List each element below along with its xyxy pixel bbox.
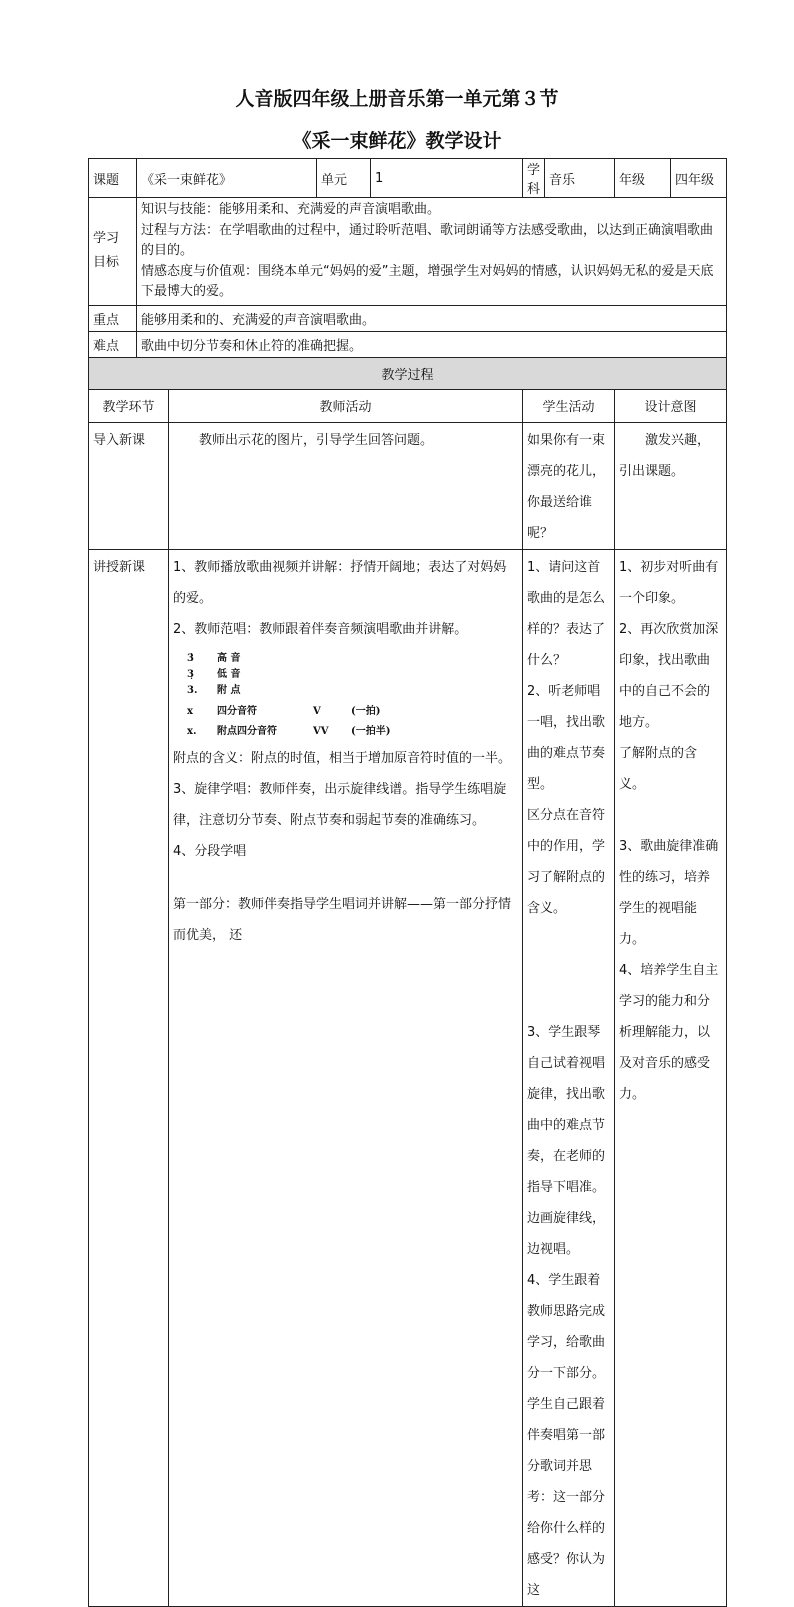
document-title: 人音版四年级上册音乐第一单元第３节 [235, 88, 559, 110]
difficulty-text: 歌曲中切分节奏和休止符的准确把握。 [137, 331, 727, 357]
column-header-stage: 教学环节 [89, 389, 169, 422]
teacher-step-3: 3、旋律学唱：教师伴奏，出示旋律线谱。指导学生练唱旋律，注意切分节奏、附点节奏和弱起节奏的准确练习。 [173, 781, 507, 828]
lesson-plan-table [88, 158, 727, 1607]
notation-legend [173, 645, 518, 743]
objective-knowledge: 知识与技能：能够用柔和、充满爱的声音演唱歌曲。 [141, 202, 441, 217]
intro-stage: 导入新课 [89, 422, 169, 549]
notation-symbol: 3̇ [187, 652, 194, 664]
grade-label: 年级 [615, 159, 671, 198]
process-section-row [89, 357, 727, 389]
difficulty-row [89, 331, 727, 357]
student-step-4: 4、学生跟着教师思路完成学习，给歌曲分一下部分。 [527, 1272, 606, 1381]
new-lesson-teacher [169, 549, 523, 1606]
intent-1: 1、初步对听曲有一个印象。 [619, 559, 719, 606]
key-point-row [89, 305, 727, 331]
notation-symbol: x. [187, 725, 197, 737]
subject-label: 学科 [523, 159, 545, 198]
objectives-content [137, 198, 727, 306]
dot-meaning: 附点的含义：附点的时值，相当于增加原音符时值的一半。 [173, 750, 512, 766]
intent-4: 4、培养学生自主学习的能力和分析理解能力，以及对音乐的感受力。 [619, 962, 719, 1102]
intent-2: 2、再次欣赏加深印象，找出歌曲中的自己不会的地方。 [619, 621, 719, 730]
process-section-title: 教学过程 [89, 357, 727, 389]
unit-label: 单元 [317, 159, 371, 198]
objectives-label-line1: 学习 [93, 231, 120, 247]
notation-label: 四分音符 [217, 705, 257, 717]
info-row [89, 159, 727, 198]
teacher-step-2: 2、教师范唱：教师跟着伴奏音频演唱歌曲并讲解。 [173, 621, 468, 637]
objectives-label-line2: 目标 [93, 255, 120, 271]
new-lesson-student [523, 549, 615, 1606]
grade-value: 四年级 [671, 159, 727, 198]
objectives-label [89, 198, 137, 306]
new-lesson-stage: 讲授新课 [89, 549, 169, 1606]
notation-label: 低 音 [217, 668, 241, 680]
teacher-step-4: 4、分段学唱 [173, 843, 247, 859]
unit-value: 1 [371, 159, 523, 198]
notation-symbol: x [187, 705, 193, 717]
student-dot-note: 区分点在音符中的作用，学习了解附点的含义。 [527, 807, 606, 916]
intent-3: 3、歌曲旋律准确性的练习，培养学生的视唱能力。 [619, 838, 719, 947]
notation-beat-note: (一拍) [351, 705, 381, 717]
notation-symbol: 3̣ [187, 668, 194, 680]
topic-label: 课题 [89, 159, 137, 198]
intro-row [89, 422, 727, 549]
new-lesson-row [89, 549, 727, 1606]
student-part-1: 学生自己跟着伴奏唱第一部分歌词并思考：这一部分给你什么样的感受？你认为这 [527, 1396, 606, 1598]
notation-label: 附点四分音符 [217, 725, 277, 737]
key-point-label: 重点 [89, 305, 137, 331]
column-header-student: 学生活动 [523, 389, 615, 422]
notation-label: 高 音 [217, 652, 241, 664]
topic-value: 《采一束鲜花》 [137, 159, 317, 198]
teacher-step-1: 1、教师播放歌曲视频并讲解：抒情开阔地；表达了对妈妈的爱。 [173, 559, 507, 606]
column-header-intent: 设计意图 [615, 389, 727, 422]
student-draw-melody: 边画旋律线，边视唱。 [527, 1210, 606, 1257]
process-header-row [89, 389, 727, 422]
difficulty-label: 难点 [89, 331, 137, 357]
student-step-2: 2、听老师唱一唱，找出歌曲的难点节奏型。 [527, 683, 606, 792]
intent-dot: 了解附点的含义。 [619, 745, 698, 792]
document-subtitle: 《采一束鲜花》教学设计 [292, 130, 502, 152]
notation-symbol: 3. [187, 684, 198, 696]
intro-intent: 激发兴趣，引出课题。 [615, 422, 727, 549]
notation-label: 附 点 [217, 684, 241, 696]
objective-process: 过程与方法：在学唱歌曲的过程中，通过聆听范唱、歌词朗诵等方法感受歌曲，以达到正确演唱歌曲的目的。 [141, 222, 714, 258]
notation-beat-mark: VV [313, 725, 329, 737]
column-header-teacher: 教师活动 [169, 389, 523, 422]
notation-beat-note: (一拍半) [351, 725, 391, 737]
student-step-3: 3、学生跟琴自己试着视唱旋律，找出歌曲中的难点节奏，在老师的指导下唱准。 [527, 1024, 606, 1195]
student-step-1: 1、请问这首歌曲的是怎么样的？表达了什么？ [527, 559, 606, 668]
objectives-row [89, 198, 727, 306]
intro-student: 如果你有一束漂亮的花儿，你最送给谁呢？ [523, 422, 615, 549]
new-lesson-intent [615, 549, 727, 1606]
intro-teacher: 教师出示花的图片，引导学生回答问题。 [169, 422, 523, 549]
subject-value: 音乐 [545, 159, 615, 198]
objective-emotion: 情感态度与价值观：围绕本单元“妈妈的爱”主题，增强学生对妈妈的情感，认识妈妈无私的爱是天底下最博大的爱。 [141, 263, 714, 299]
notation-beat-mark: V [313, 705, 321, 717]
teacher-part-1: 第一部分：教师伴奏指导学生唱词并讲解——第一部分抒情而优美， 还 [173, 896, 512, 943]
key-point-text: 能够用柔和的、充满爱的声音演唱歌曲。 [137, 305, 727, 331]
